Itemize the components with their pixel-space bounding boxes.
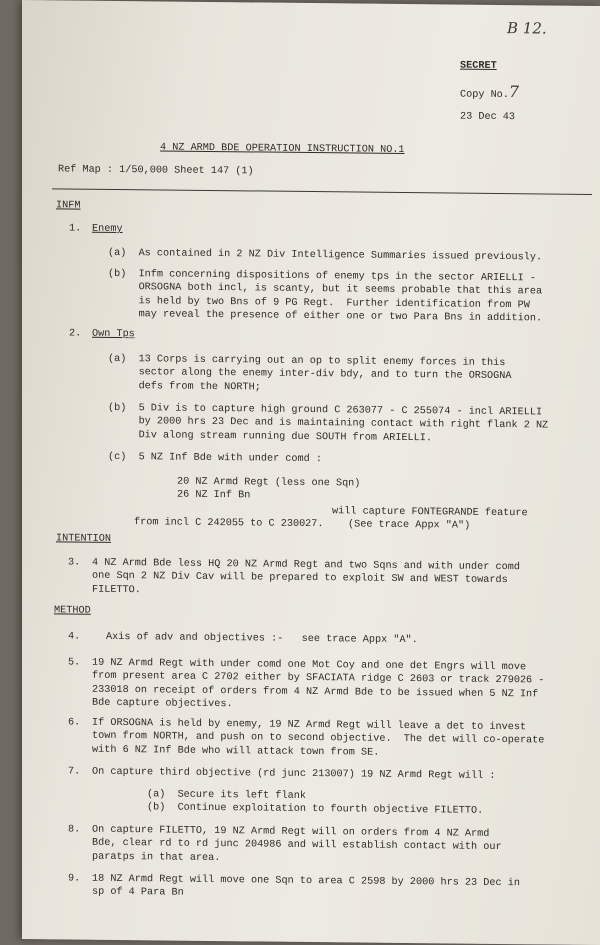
unit-line: 26 NZ Inf Bn	[177, 489, 251, 502]
para-1b-line: (b) Infm concerning dispositions of enemy tps in the sector ARIELLI -	[108, 268, 536, 285]
para-7-item: (b) Continue exploitation to fourth objective FILETTO.	[147, 802, 484, 818]
para-2c-units	[177, 476, 360, 505]
para-2b-line: Div along stream running due SOUTH from ARIELLI.	[108, 429, 433, 444]
para-1-number: 1.	[69, 223, 82, 235]
para-9-number: 9.	[68, 873, 81, 885]
document-date: 23 Dec 43	[460, 111, 516, 124]
para-2b	[108, 402, 548, 447]
para-2c: (c) 5 NZ Inf Bde with under comd :	[108, 451, 322, 466]
para-7-items	[147, 788, 483, 818]
para-6-line: town from NORTH, and push on to second objective. The det will co-operate	[92, 731, 545, 747]
para-6-number: 6.	[68, 717, 81, 729]
para-2a-line: sector along the enemy inter-div bdy, and to turn the ORSOGNA	[108, 367, 512, 383]
header-rule	[52, 188, 592, 195]
para-5-line: 19 NZ Armd Regt with under comd one Mot Coy and one det Engrs will move	[92, 657, 527, 674]
para-2c-capture: will capture FONTEGRANDE feature	[332, 506, 528, 520]
para-1b-line: may reveal the presence of either one or two Para Bns in addition.	[108, 308, 543, 325]
para-1a: (a) As contained in 2 NZ Div Intelligence Summaries issued previously.	[108, 247, 543, 264]
document-title: 4 NZ ARMD BDE OPERATION INSTRUCTION NO.1	[160, 142, 405, 157]
para-2a-line: defs from the NORTH;	[108, 380, 261, 394]
para-3	[92, 557, 520, 601]
para-2a	[108, 353, 512, 397]
copy-number-line	[460, 82, 520, 103]
para-2b-line: (b) 5 Div is to capture high ground C 263077 - C 255074 - incl ARIELLI	[108, 402, 543, 419]
section-heading-method: METHOD	[54, 605, 91, 617]
para-8-line: paratps in that area.	[92, 851, 221, 864]
para-1b-line: ORSOGNA both incl, is scanty, but it seems probable that this area	[108, 282, 543, 298]
para-3-line: FILETTO.	[92, 584, 141, 596]
page-mark: B 12.	[507, 19, 547, 38]
para-5-line: Bde capture objectives.	[92, 697, 233, 711]
para-7: On capture third objective (rd junc 213007) 19 NZ Armd Regt will :	[92, 766, 496, 782]
para-2c-from: from incl C 242055 to C 230027. (See trace Appx "A")	[134, 517, 471, 532]
document-page	[22, 0, 600, 945]
para-3-line: one Sqn 2 NZ Div Cav will be prepared to exploit SW and WEST towards	[92, 571, 508, 587]
section-heading-intention: INTENTION	[56, 533, 112, 545]
copy-label: Copy No.	[460, 89, 509, 102]
para-3-line: 4 NZ Armd Bde less HQ 20 NZ Armd Regt and two Sqns and with under comd	[92, 557, 520, 574]
para-1-heading: Enemy	[92, 223, 123, 236]
para-2-heading: Own Tps	[92, 328, 135, 341]
para-8-number: 8.	[68, 824, 81, 836]
para-3-number: 3.	[68, 557, 81, 569]
para-2-number: 2.	[69, 328, 82, 340]
para-4-number: 4.	[68, 631, 81, 643]
para-6-line: If ORSOGNA is held by enemy, 19 NZ Armd Regt will leave a det to invest	[92, 717, 527, 734]
para-8-line: On capture FILETTO, 19 NZ Armd Regt will on orders from 4 NZ Armd	[92, 824, 490, 840]
para-5-number: 5.	[68, 657, 81, 669]
copy-number: 7	[508, 82, 520, 102]
para-4: Axis of adv and objectives :- see trace Appx "A".	[106, 631, 418, 647]
para-8	[92, 824, 502, 868]
para-2a-line: (a) 13 Corps is carrying out an op to split enemy forces in this	[108, 353, 506, 370]
para-5-line: 233018 on receipt of orders from 4 NZ Armd Bde to be issued when 5 NZ Inf	[92, 684, 539, 701]
para-7-item: (a) Secure its left flank	[147, 789, 306, 802]
para-9	[92, 873, 520, 904]
para-6-line: with 6 NZ Inf Bde who will attack town from SE.	[92, 744, 380, 759]
para-7-number: 7.	[68, 766, 81, 778]
para-1b-line: is held by two Bns of 9 PG Regt. Further identification from PW	[108, 295, 530, 311]
unit-line: 20 NZ Armd Regt (less one Sqn)	[177, 476, 361, 490]
section-heading-infm: INFM	[56, 200, 81, 212]
para-9-line: 18 NZ Armd Regt will move one Sqn to area C 2598 by 2000 hrs 23 Dec in	[92, 873, 520, 890]
para-5-line: from present area C 2702 either by SFACIATA ridge C 2603 or track 279026 -	[92, 671, 545, 687]
classification: SECRET	[460, 60, 497, 72]
para-8-line: Bde, clear rd to rd junc 204986 and will establish contact with our	[92, 838, 502, 854]
para-5	[92, 657, 544, 715]
para-9-line: sp of 4 Para Bn	[92, 887, 184, 899]
para-1b	[108, 268, 542, 326]
para-2b-line: by 2000 hrs 23 Dec and is maintaining contact with right flank 2 NZ	[108, 416, 549, 432]
ref-map: Ref Map : 1/50,000 Sheet 147 (1)	[58, 164, 254, 178]
para-6	[92, 717, 544, 762]
